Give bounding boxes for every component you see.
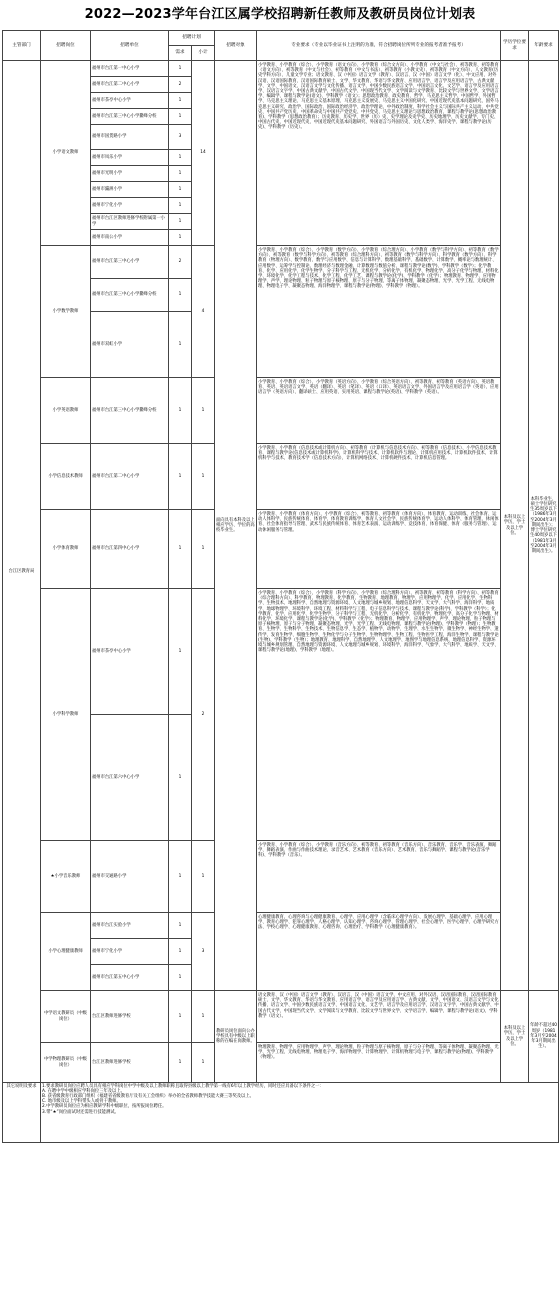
subtotal-cell: 1 [192,991,215,1043]
unit-cell: 福州市台江第三中心小学鳌峰分校 [91,378,169,444]
subtotal-cell: 3 [192,913,215,991]
subtotal-cell: 1 [192,378,215,444]
unit-cell: 福州市茶亭中心小学 [91,93,169,109]
need-cell: 1 [169,166,192,182]
subtotal-cell: 1 [192,444,215,510]
header-major: 专业要求（专业以毕业证书上注明的为准，符合招聘岗位所列专业的报考者准予报考） [257,31,501,61]
header-position: 招聘岗位 [41,31,91,61]
position-cell: 中学物理教研员（中级岗位） [41,1043,91,1083]
need-cell: 1 [169,444,192,510]
header-unit: 招聘单位 [91,31,169,61]
major-requirement-cell: 小学教育、小学教育（综合）、小学教育（科学方向）、小学教育（综合理科方向）、初等教育、初等教育（科学方向）、初等教育（综合理科方向）、科学教育、物理教育、化学教育、生物教育、地理教育、物理学、应用物理学、化学、应用化学、生物科学、生物技术、地理科学、自然地理与资源环境、人文地理与城乡规划、地理信息科学、天文学、大气科学、海洋科学、地质学、地球物理学、环境科学、环境工程、材料科学与工程、电子信息科学与技术、课程与教学论(科学)、学科教学（科学）；化学教育、化学、应用化学、化学生物学、分子科学与工程、无机化学、分析化学、有机化学、物理化学、高分子化学与物理、材料化学、环境化学、课程与教学论(化学)、学科教学（化学）；物理教育、物理学、应用物理学、声学、理论物理、粒子物理与原子核物理、原子与分子物理、凝聚态物理、光学、光学工程、无线电物理、课程与教学论(物理)、学科教学（物理）；生物教育、生物学、生物科学、生物技术、生物信息学、生态学、植物学、动物学、生理学、水生生物学、微生物学、神经生物学、遗传学、发育生物学、细胞生物学、生物化学与分子生物学、生物物理学、生物工程、生物医学工程、海洋生物学、课程与教学论(生物)、学科教学（生物）；地理教育、地理科学、自然地理学、人文地理学、地图学与地理信息系统、地理信息科学、资源环境与城乡规划管理、自然地理与资源环境、人文地理与城乡规划、环境科学、海洋科学、气象学、大气科学、地质学、天文学、课程与教学论(地理)、学科教学（地理）。 [257,589,501,841]
unit-cell: 福州市宁化小学 [91,198,169,214]
need-cell: 1 [169,378,192,444]
footer-note-line: 3.带“★”岗位面试时还需进行技能测试。 [42,1109,119,1115]
table-row [3,1043,559,1083]
table-row [3,589,559,715]
unit-cell: 福州市台江实验小学 [91,913,169,939]
unit-cell: 福州市台江第三中心小学鳌峰分校 [91,109,169,125]
age-cell-researchers: 年龄不超过40周岁（1981年3月至2004年3月期间出生）。 [529,991,559,1083]
need-cell: 2 [169,77,192,93]
position-cell: 小学数学教师 [41,246,91,378]
need-cell: 1 [169,1043,192,1083]
dept-cell: 台江区教育局 [3,61,41,1083]
header-subtotal: 小计 [192,46,215,61]
unit-cell: 福州市台江区教师进修学校附属第一小学 [91,214,169,230]
table-row [3,378,559,444]
position-cell: ★小学音乐教师 [41,841,91,913]
age-cell-teachers: 本科毕业生，硕士学位研究生35周岁以下（1986年3月至2004年3月期间出生）；博士学位研究生40周岁以下（1981年3月至2004年3月期间出生）。 [529,61,559,991]
position-cell: 小学科学教师 [41,589,91,841]
header-row [3,31,559,46]
need-cell: 3 [169,125,192,150]
unit-cell: 福州市台江第三中心小学鳌峰分校 [91,279,169,312]
footer-row [3,1083,559,1143]
unit-cell: 福州市瀛洲小学 [91,182,169,198]
need-cell: 1 [169,150,192,166]
table-row [3,61,559,77]
edu-cell-researchers: 本科及以上学历，学士及以上学位。 [501,991,529,1083]
header-target: 招聘对象 [215,31,257,61]
recruitment-table [2,30,559,1143]
table-row [3,841,559,913]
need-cell: 1 [169,279,192,312]
need-cell: 1 [169,312,192,378]
need-cell: 1 [169,198,192,214]
position-cell: 小学英语教师 [41,378,91,444]
position-cell: 小学语文教师 [41,61,91,246]
position-cell: 小学心理健康教师 [41,913,91,991]
need-cell: 1 [169,510,192,589]
target-cell-teachers: 面向具有本科及以上相应学历、学位的高校毕业生。 [215,61,257,991]
footer-note-line: A. 在聘中学中级相应学科岗位三年及以上。 [42,1088,125,1094]
need-cell: 1 [169,715,192,841]
table-row [3,510,559,589]
subtotal-cell: 1 [192,1043,215,1083]
unit-cell: 福州市台江第一中心小学 [91,61,169,77]
header-age: 年龄要求 [529,31,559,61]
unit-cell: 福州市台江第二中心小学 [91,77,169,93]
major-requirement-cell: 语文教育、汉（中国）语言文学（教育）、汉语言、汉（中国）语言文学、中文应用、对外汉语、汉语国际教育、汉语国际教育硕士、文学、华文教育、华语与华文教育、应用语言学、语言学及应用语言学、古典文献、文学、中国语文、汉语言文学与文化传播、语言文学、中国少数民族语言文学、中国语言文化、文艺学、语言学及应用语言学、汉语言文字学、中国古典文献学、中国古代文学、中国现当代文学、文学阅读与文学教育、比较文学与世界文学、文学语言学、编辑学、课程与教学论(语文)、学科教学（语文）。 [257,991,501,1043]
major-requirement-cell: 心理健康教育、心理咨询与心理健康教育、心理学、应用心理学（含临床心理学方向）、发展心理学、基础心理学、应用心理学、教育心理学、犯罪心理学、人格心理学、认知心理学、咨询心理学、管理心理学、社会心理学、医学心理学、心理学研究方法、学校心理学、心理健康教育、心理咨询、心理治疗、学科教学（心理健康教育）。 [257,913,501,991]
table-row [3,246,559,279]
major-requirement-cell: 物理教育、物理学、应用物理学、声学、理论物理、粒子物理与原子核物理、原子与分子物理、等离子体物理、凝聚态物理、光学、光学工程、无线电物理、物理电子学、海洋物理学、计算物理学、计算机物理与电子学、课程与教学论(物理)、学科教学（物理）。 [257,1043,501,1083]
table-body [3,61,559,1143]
position-cell: 小学体育教师 [41,510,91,589]
header-dept: 主管部门 [3,31,41,61]
unit-cell: 福州市茶亭中心小学 [91,589,169,715]
unit-cell: 福州市南公小学 [91,230,169,246]
major-requirement-cell: 小学教育、小学教育（体育方向）、小学教育（综合）、初等教育、初等教育（体育方向）、体育教育、运动训练、社会体育、运动人体科学、民族传统体育、体育学、体育教育训练学、体育人文社会学、民族传统体育学、运动人体科学、体育管理、休闲体育、社会体育指导与管理、武术与民族传统体育、体育艺术表演、运动训练学、竞技体育、体育保健、体育（服务与管理）、运动休闲服务与管理。 [257,510,501,589]
header-need: 需求 [169,46,192,61]
table-row [3,991,559,1043]
unit-cell: 福州市凤乐小学 [91,150,169,166]
major-requirement-cell: 小学教育、小学教育（综合）、小学教育（音乐方向）、初等教育、初等教育（音乐方向）、音乐教育、音乐学、音乐表演、舞蹈学、舞蹈表演、作曲与作曲技术理论、录音艺术、艺术教育（音乐方向）、艺术教育、音乐与舞蹈学、课程与教学论(音乐学科)、学科教学（音乐）。 [257,841,501,913]
need-cell: 1 [169,841,192,913]
subtotal-cell: 1 [192,510,215,589]
need-cell: 1 [169,991,192,1043]
header-plan: 招聘计划 [169,31,215,46]
table-row [3,913,559,939]
subtotal-cell: 2 [192,589,215,841]
unit-cell: 福州市光明小学 [91,166,169,182]
unit-cell: 台江区教师进修学校 [91,991,169,1043]
unit-cell: 福州市台江第三中心小学 [91,246,169,279]
major-requirement-cell: 小学教育、小学教育（综合）、小学教育（语文方向）、小学教育（综合文方向）、小学教育（中文与社会）、初等教育、初等教育（语文方向）、初等教育（中文与社会）、初等教育（中文与书法）、初等教育（小教文史）、初等教育（中文方向）、人文教育(历史学科方向）、儿童文学专业；语文教育、汉（中国）语言文学（教育）、汉语言、汉（中国）语言文学（化）、中文应用、对外汉语、汉语国际教育、汉语国际教育硕士、文学、华文教育、华语与华文教育、应用语言学、语言学及应用语言学、古典文献学、文学、中国语文、汉语言文学与文化传播、语言文学、中国少数民族语言文学、中国语言文化、文艺学、语言学及应用语言学、汉语言文字学、中国古典文献学、中国古代文学、中国现当代文学、文学阅读与文学教育、比较文学与世界文学、文学语言学、编辑学、课程与教学论(语文)、学科教学（语文）；思想政治教育、政史教育、哲学、马克思主义哲学、中国哲学、外国哲学、马克思主义理论、马克思主义基本原理、马克思主义发展史、马克思主义中国化研究、中国近现代史基本问题研究、国外马克思主义研究、政治学、国际政治、国际政治经济学、政治学理论、中外政治制度、科学社会主义与国际共产主义运动、中共党史、中国共产党历史、中国革命史与中国共产党党史、中共党史、马克思主义理论与思想政治教育、课程与教学论(思想政治教育)、学科教学（思想政治教育）；历史教育、历史学、世界（历）史、史学理论及史学史、历史地理学、历史文献学、专门史、中国古代史、中国近现代史、中国近现代史基本问题研究、外国语言与外国历史、文化人类学、海洋史学、课程与教学论(历史)、学科教学（历史）。 [257,61,501,246]
need-cell: 1 [169,965,192,991]
major-requirement-cell: 小学教育、小学教育（综合）、小学教育（英语方向）、小学教育（综合英语方向）、初等教育、初等教育（英语方向）、英语教育、英语、英语语言文学、英语（翻译）、英语（笔译）、英语（口译）、英语语言文学、外国语言学及应用语言学（英语）、应用语言学（英语方向）、翻译硕士、应用英语、实用英语、课程与教学论(英语)、学科教学（英语）。 [257,378,501,444]
unit-cell: 福州市宁化小学 [91,939,169,965]
need-cell: 1 [169,109,192,125]
unit-cell: 福州市双虹小学 [91,312,169,378]
need-cell: 2 [169,246,192,279]
footer-notes [41,1083,559,1143]
major-requirement-cell: 小学教育、小学教育（综合）、小学教育（数学方向）、小学教育（综合理方向）、小学教育（数学与科学方向）、初等教育（数学方向）、初等教育（数学与科学方向）、初等教育（综合理科方向）、初等教育（数学与科学方向）、科学教育（数学方向）、科学教育（物理方向）、数学教育、数学与应用数学、信息与计算科学、数理基础科学、基础数学、计算数学、概率论与数理统计、应用数学、运筹学与控制论、数理经济与数理金融、计算数理与数值分析、课程与教学论(数学)、学科教学（数学）；化学教育、化学、应用化学、化学生物学、分子科学与工程、无机化学、分析化学、有机化学、物理化学、高分子化学与物理、材料化学、环境化学、化学工程与技术、化学工程、化学工艺、课程与教学论(化学)、学科教学（化学）；物理教育、物理学、应用物理学、声学、理论物理、粒子物理与原子核物理、原子与分子物理、等离子体物理、凝聚态物理、光学、光学工程、无线电物理、物理电子学、凝聚态物理、海洋物理学、课程与教学论(物理)、学科教学（物理）。 [257,246,501,378]
unit-cell: 台江区教师进修学校 [91,1043,169,1083]
edu-cell-teachers: 本科及以上学历，学士及以上学位。 [501,61,529,991]
position-cell: 小学信息技术教师 [41,444,91,510]
need-cell: 1 [169,182,192,198]
page-title: 2022—2023学年台江区属学校招聘新任教师及教研员岗位计划表 [84,7,476,22]
unit-cell: 福州市交通路小学 [91,841,169,913]
need-cell: 1 [169,913,192,939]
position-cell: 中学语文教研员（中级岗位） [41,991,91,1043]
unit-cell: 福州市台江第六中心小学 [91,715,169,841]
major-requirement-cell: 小学教育、小学教育（信息技术或计算机方向）、初等教育（计算机与信息技术方向）、初等教育（信息技术）、小学信息技术教育、课程与教学论(信息技术或计算机科学)、计算机科学与技术、计算机软件与理论、计算机应用技术、计算机软件技术、计算机科学与技术、教育技术学（信息技术方向）、计算机网络技术、计算机硬件技术、计算机信息管理。 [257,444,501,510]
unit-cell: 福州市台江第五中心小学 [91,965,169,991]
footer-note-line: 2.中学教研员岗位应为相应教研学科中级职位，按所报岗位聘任。 [42,1104,167,1110]
need-cell: 1 [169,61,192,77]
need-cell: 1 [169,93,192,109]
footer-label: 其它说明及要求 [3,1083,41,1143]
need-cell: 1 [169,230,192,246]
unit-cell: 福州市国货路小学 [91,125,169,150]
need-cell: 1 [169,939,192,965]
header-edu: 学历学位要求 [501,31,529,61]
subtotal-cell: 14 [192,61,215,246]
unit-cell: 福州市台江第二中心小学 [91,444,169,510]
table-row [3,444,559,510]
unit-cell: 福州市台江第四中心小学 [91,510,169,589]
target-cell-researchers: 教研员岗位面向公办学校具有中级以上职称的在编在岗教师。 [215,991,257,1083]
subtotal-cell: 4 [192,246,215,378]
footer-note-line: C. 地市级及以上学科带头人或骨干教师。 [42,1099,121,1105]
need-cell: 1 [169,589,192,715]
footer-note-line: B. 获省级教育行政部门组织（福建省省级教育厅及有关工会组织）举办的全省教师教学技能大赛三等奖及以上。 [42,1093,254,1099]
subtotal-cell: 1 [192,841,215,913]
need-cell: 1 [169,214,192,230]
footer-note-line: 1.要求教研员岗位应聘人员具有相应学科岗位中学中级及以上教师职称且取得县级以上教学第一线有6年以上教学经历，同时还应具备以下条件之一： [42,1083,324,1089]
